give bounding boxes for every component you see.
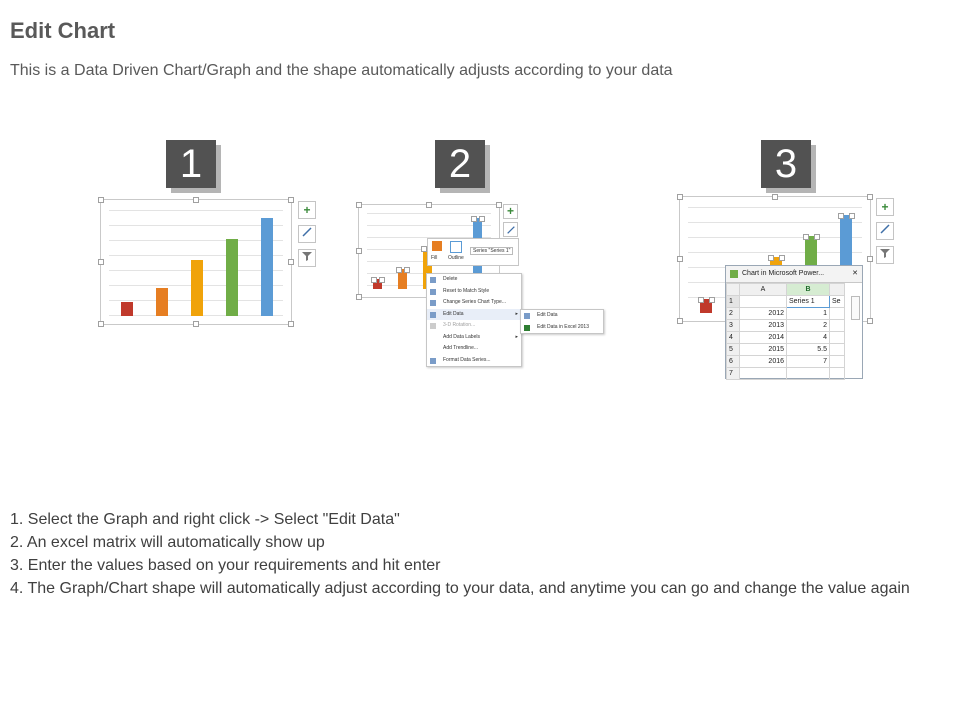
chart-type-icon bbox=[430, 300, 436, 306]
table-row bbox=[727, 320, 845, 332]
chart-bar-2014[interactable] bbox=[191, 260, 203, 316]
chart-elements-button[interactable] bbox=[876, 198, 894, 216]
grid-line bbox=[109, 255, 283, 256]
chart-elements-button[interactable] bbox=[503, 204, 518, 219]
table-row bbox=[727, 368, 845, 380]
row-number: 7 bbox=[727, 368, 740, 380]
menu-item-format-series[interactable] bbox=[427, 355, 521, 367]
excel-window bbox=[725, 265, 863, 379]
delete-icon bbox=[430, 277, 436, 283]
cell[interactable]: 2 bbox=[787, 320, 830, 332]
excel-icon bbox=[524, 325, 530, 331]
vertical-scrollbar[interactable] bbox=[851, 296, 860, 320]
cell[interactable] bbox=[740, 368, 787, 380]
menu-item-3d-rotation[interactable] bbox=[427, 320, 521, 332]
fill-icon[interactable] bbox=[432, 241, 442, 251]
menu-item-label: 3-D Rotation... bbox=[443, 322, 476, 328]
resize-handle[interactable] bbox=[677, 194, 683, 200]
selection-handle[interactable] bbox=[768, 255, 774, 261]
selection-handle[interactable] bbox=[379, 277, 385, 283]
table-row bbox=[727, 356, 845, 368]
instruction-1: 1. Select the Graph and right click -> Select "Edit Data" bbox=[10, 511, 400, 528]
resize-handle[interactable] bbox=[677, 256, 683, 262]
resize-handle[interactable] bbox=[356, 248, 362, 254]
table-row bbox=[727, 332, 845, 344]
selection-handle[interactable] bbox=[803, 234, 809, 240]
row-number: 6 bbox=[727, 356, 740, 368]
outline-icon[interactable] bbox=[450, 241, 462, 253]
plus-icon: + bbox=[303, 203, 311, 217]
resize-handle[interactable] bbox=[98, 259, 104, 265]
menu-item-label: Edit Data bbox=[443, 310, 464, 317]
series-dropdown[interactable]: Series "Series 1" bbox=[470, 247, 513, 255]
row-number: 1 bbox=[727, 296, 740, 308]
chart-styles-button[interactable] bbox=[503, 222, 518, 237]
grid-line bbox=[688, 222, 862, 223]
selection-handle[interactable] bbox=[471, 216, 477, 222]
grid-line bbox=[109, 210, 283, 211]
cell[interactable] bbox=[830, 332, 845, 344]
resize-handle[interactable] bbox=[426, 202, 432, 208]
chart-styles-button[interactable] bbox=[876, 222, 894, 240]
cell[interactable]: 7 bbox=[787, 356, 830, 368]
menu-item-label: Reset to Match Style bbox=[443, 287, 490, 294]
chart-bar-2012[interactable] bbox=[121, 302, 133, 316]
submenu-arrow-icon: ▸ bbox=[515, 333, 518, 340]
filter-icon bbox=[879, 247, 891, 259]
reset-icon bbox=[430, 289, 436, 295]
resize-handle[interactable] bbox=[867, 194, 873, 200]
instructions bbox=[10, 508, 940, 600]
selection-handle[interactable] bbox=[838, 213, 844, 219]
brush-icon bbox=[301, 226, 313, 238]
brush-icon bbox=[879, 223, 891, 235]
cell[interactable] bbox=[830, 356, 845, 368]
cell[interactable] bbox=[740, 296, 787, 308]
resize-handle[interactable] bbox=[867, 256, 873, 262]
chart-styles-button[interactable] bbox=[298, 225, 316, 243]
resize-handle[interactable] bbox=[98, 321, 104, 327]
cell[interactable] bbox=[830, 320, 845, 332]
cell[interactable] bbox=[830, 308, 845, 320]
rotation-icon bbox=[430, 323, 436, 329]
cell[interactable]: 2014 bbox=[740, 332, 787, 344]
filter-icon bbox=[301, 250, 313, 262]
col-header-a[interactable]: A bbox=[740, 284, 787, 296]
row-number: 5 bbox=[727, 344, 740, 356]
fill-label: Fill bbox=[431, 255, 438, 261]
resize-handle[interactable] bbox=[193, 321, 199, 327]
selection-handle[interactable] bbox=[371, 277, 377, 283]
excel-title-bar bbox=[726, 266, 862, 283]
close-icon[interactable]: ✕ bbox=[852, 270, 858, 277]
menu-item-edit-data[interactable] bbox=[427, 309, 521, 321]
instruction-3: 3. Enter the values based on your requirements and hit enter bbox=[10, 557, 441, 574]
resize-handle[interactable] bbox=[356, 202, 362, 208]
brush-icon bbox=[506, 225, 516, 235]
resize-handle[interactable] bbox=[677, 318, 683, 324]
cell[interactable]: 1 bbox=[787, 308, 830, 320]
corner-cell bbox=[727, 284, 740, 296]
col-header-c[interactable] bbox=[830, 284, 845, 296]
chart-elements-button[interactable] bbox=[298, 201, 316, 219]
format-toolbar bbox=[427, 238, 519, 266]
resize-handle[interactable] bbox=[193, 197, 199, 203]
cell[interactable]: 2015 bbox=[740, 344, 787, 356]
plus-icon: + bbox=[506, 204, 514, 218]
table-row bbox=[727, 344, 845, 356]
selection-handle[interactable] bbox=[396, 267, 402, 273]
grid-line bbox=[109, 240, 283, 241]
format-icon bbox=[430, 358, 436, 364]
row-number: 4 bbox=[727, 332, 740, 344]
menu-item-delete[interactable] bbox=[427, 274, 521, 286]
chart-filters-button[interactable] bbox=[298, 249, 316, 267]
menu-item-label: Edit Data bbox=[537, 312, 558, 318]
plus-icon: + bbox=[881, 200, 889, 214]
row-number: 2 bbox=[727, 308, 740, 320]
resize-handle[interactable] bbox=[288, 197, 294, 203]
selection-handle[interactable] bbox=[779, 255, 785, 261]
menu-item-label: Change Series Chart Type... bbox=[443, 299, 506, 305]
selection-handle[interactable] bbox=[814, 234, 820, 240]
page-title: Edit Chart bbox=[10, 18, 116, 43]
table-row bbox=[727, 296, 845, 308]
selection-handle[interactable] bbox=[479, 216, 485, 222]
submenu-item-edit-data[interactable] bbox=[521, 310, 603, 322]
resize-handle[interactable] bbox=[772, 194, 778, 200]
col-header-b[interactable]: B bbox=[787, 284, 830, 296]
outline-label: Outline bbox=[448, 255, 464, 261]
chart-icon bbox=[730, 270, 738, 278]
grid-line bbox=[367, 213, 491, 214]
context-menu bbox=[426, 273, 522, 367]
grid-line bbox=[688, 237, 862, 238]
cell[interactable] bbox=[830, 368, 845, 380]
cell[interactable]: 2012 bbox=[740, 308, 787, 320]
cell[interactable]: 5.5 bbox=[787, 344, 830, 356]
cell[interactable]: 2016 bbox=[740, 356, 787, 368]
resize-handle[interactable] bbox=[356, 294, 362, 300]
submenu-item-edit-excel[interactable] bbox=[521, 322, 603, 334]
grid-line bbox=[109, 225, 283, 226]
menu-item-reset-style[interactable] bbox=[427, 286, 521, 298]
grid-line bbox=[688, 252, 862, 253]
menu-item-label: Add Data Labels bbox=[443, 333, 480, 340]
step-badge-1: 1 bbox=[166, 140, 216, 188]
menu-item-label: Add Trendline... bbox=[443, 345, 479, 351]
resize-handle[interactable] bbox=[867, 318, 873, 324]
page-subtitle: This is a Data Driven Chart/Graph and the shape automatically adjusts according to your data bbox=[10, 62, 673, 79]
menu-item-change-type[interactable] bbox=[427, 297, 521, 309]
chart-bar-2013[interactable] bbox=[156, 288, 168, 316]
instruction-2: 2. An excel matrix will automatically show up bbox=[10, 534, 325, 551]
menu-item-label: Delete bbox=[443, 276, 458, 282]
cell[interactable]: 4 bbox=[787, 332, 830, 344]
cell[interactable]: Se bbox=[830, 296, 845, 308]
table-icon bbox=[524, 313, 530, 319]
chart-bar-2015[interactable] bbox=[226, 239, 238, 316]
submenu-arrow-icon: ▸ bbox=[515, 310, 518, 317]
chart-1-frame[interactable] bbox=[100, 199, 292, 325]
menu-item-label: Format Data Series... bbox=[443, 356, 491, 363]
cell[interactable]: 2013 bbox=[740, 320, 787, 332]
grid-line bbox=[688, 207, 862, 208]
resize-handle[interactable] bbox=[288, 259, 294, 265]
excel-title: Chart in Microsoft Power... bbox=[742, 270, 825, 277]
menu-item-label: Edit Data in Excel 2013 bbox=[537, 323, 589, 330]
menu-item-add-trendline[interactable] bbox=[427, 343, 521, 355]
instruction-4: 4. The Graph/Chart shape will automatically adjust according to your data, and anytime you can go and change the value again bbox=[10, 580, 910, 597]
chart-bar-2016[interactable] bbox=[261, 218, 273, 316]
table-row bbox=[727, 308, 845, 320]
excel-col-header-row bbox=[727, 284, 845, 296]
resize-handle[interactable] bbox=[288, 321, 294, 327]
selection-handle[interactable] bbox=[849, 213, 855, 219]
step-badge-3: 3 bbox=[761, 140, 811, 188]
resize-handle[interactable] bbox=[496, 202, 502, 208]
selection-handle[interactable] bbox=[709, 297, 715, 303]
selection-handle[interactable] bbox=[404, 267, 410, 273]
resize-handle[interactable] bbox=[98, 197, 104, 203]
menu-item-add-labels[interactable] bbox=[427, 332, 521, 344]
table-icon bbox=[430, 312, 436, 318]
step-badge-2: 2 bbox=[435, 140, 485, 188]
cell[interactable] bbox=[830, 344, 845, 356]
row-number: 3 bbox=[727, 320, 740, 332]
cell[interactable] bbox=[787, 368, 830, 380]
selection-handle[interactable] bbox=[698, 297, 704, 303]
chart-filters-button[interactable] bbox=[876, 246, 894, 264]
cell[interactable]: Series 1 bbox=[787, 296, 830, 308]
edit-data-submenu bbox=[520, 309, 604, 334]
excel-grid bbox=[726, 283, 845, 380]
